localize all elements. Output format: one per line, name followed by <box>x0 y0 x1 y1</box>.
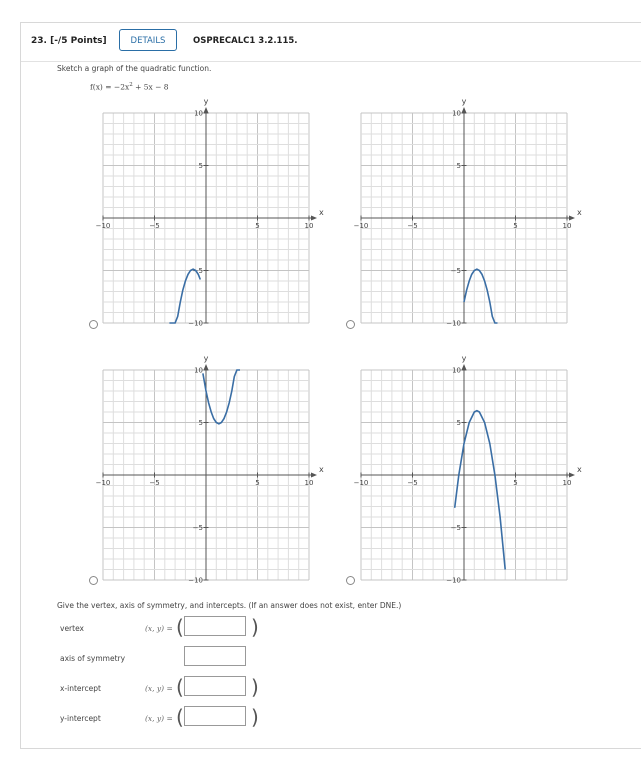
function-expression <box>90 82 169 92</box>
x-tick-label: 10 <box>562 479 572 487</box>
x-tick-label: −10 <box>95 222 111 230</box>
axis-of-symmetry-label: axis of symmetry <box>60 654 126 663</box>
question-number: 23. [-/5 Points] <box>31 36 107 46</box>
x-tick-label: −10 <box>353 479 369 487</box>
x-tick-label: −5 <box>407 479 418 487</box>
y-tick-label: 10 <box>452 366 461 375</box>
x-tick-label: −5 <box>407 222 418 230</box>
graph-option-3 <box>95 354 324 585</box>
x-intercept-close-paren: ) <box>251 675 259 699</box>
x-tick-label: 10 <box>562 222 572 230</box>
y-intercept-open-paren: ( <box>176 705 184 729</box>
y-tick-label: −5 <box>192 524 203 532</box>
y-tick-label: 5 <box>456 419 461 427</box>
parabola-curve <box>455 411 506 570</box>
vertex-input[interactable] <box>184 616 246 636</box>
option-radio-3[interactable] <box>89 576 98 585</box>
parabola-curve <box>464 269 498 323</box>
y-axis-label: y <box>461 97 467 106</box>
vertex-coord-label: (x, y) = <box>145 624 173 633</box>
y-intercept-coord-label: (x, y) = <box>145 714 173 723</box>
axis-of-symmetry-input[interactable] <box>184 646 246 666</box>
graph-option-2 <box>353 97 582 328</box>
question-header <box>21 23 641 62</box>
option-radio-1[interactable] <box>89 320 98 329</box>
y-axis-label: y <box>203 354 209 363</box>
x-axis-label: x <box>319 208 324 217</box>
x-tick-label: −10 <box>353 222 369 230</box>
x-axis-label: x <box>319 465 324 474</box>
y-tick-label: 5 <box>456 162 461 170</box>
y-tick-label: −5 <box>450 267 461 275</box>
y-axis-label: y <box>203 97 209 106</box>
x-intercept-input[interactable] <box>184 676 246 696</box>
graph-option-4 <box>353 354 582 585</box>
x-axis-label: x <box>577 208 582 217</box>
graph-option-1 <box>95 97 324 328</box>
x-intercept-open-paren: ( <box>176 675 184 699</box>
y-tick-label: 10 <box>194 366 203 375</box>
y-intercept-input[interactable] <box>184 706 246 726</box>
y-tick-label: −5 <box>450 524 461 532</box>
details-button[interactable]: DETAILS <box>119 29 177 51</box>
x-tick-label: 5 <box>513 479 518 487</box>
x-axis-label: x <box>577 465 582 474</box>
y-tick-label: 10 <box>194 109 203 118</box>
y-intercept-label: y-intercept <box>60 714 101 723</box>
y-tick-label: 10 <box>452 109 461 118</box>
x-tick-label: 10 <box>304 222 314 230</box>
vertex-open-paren: ( <box>176 615 184 639</box>
y-tick-label: −10 <box>188 576 203 585</box>
option-radio-2[interactable] <box>346 320 355 329</box>
y-tick-label: −10 <box>446 576 461 585</box>
y-axis-label: y <box>461 354 467 363</box>
y-tick-label: 5 <box>198 162 203 170</box>
vertex-label: vertex <box>60 624 84 633</box>
y-intercept-close-paren: ) <box>251 705 259 729</box>
function-rhs: + 5x − 8 <box>132 82 169 92</box>
x-tick-label: −5 <box>149 222 160 230</box>
option-radio-4[interactable] <box>346 576 355 585</box>
function-lhs: f(x) = −2x <box>90 82 130 92</box>
y-tick-label: 5 <box>198 419 203 427</box>
y-tick-label: −10 <box>446 319 461 328</box>
function-exponent: 2 <box>129 82 133 88</box>
x-tick-label: −5 <box>149 479 160 487</box>
y-tick-label: −10 <box>188 319 203 328</box>
x-tick-label: 5 <box>255 222 260 230</box>
question-prompt: Sketch a graph of the quadratic function. <box>57 64 212 73</box>
answer-instructions: Give the vertex, axis of symmetry, and intercepts. (If an answer does not exist, enter DNE.) <box>57 601 402 610</box>
x-tick-label: −10 <box>95 479 111 487</box>
x-tick-label: 5 <box>255 479 260 487</box>
x-intercept-coord-label: (x, y) = <box>145 684 173 693</box>
parabola-curve <box>203 370 240 424</box>
x-tick-label: 10 <box>304 479 314 487</box>
question-reference: OSPRECALC1 3.2.115. <box>193 36 298 46</box>
y-tick-label: −5 <box>192 267 203 275</box>
x-tick-label: 5 <box>513 222 518 230</box>
x-intercept-label: x-intercept <box>60 684 101 693</box>
vertex-close-paren: ) <box>251 615 259 639</box>
